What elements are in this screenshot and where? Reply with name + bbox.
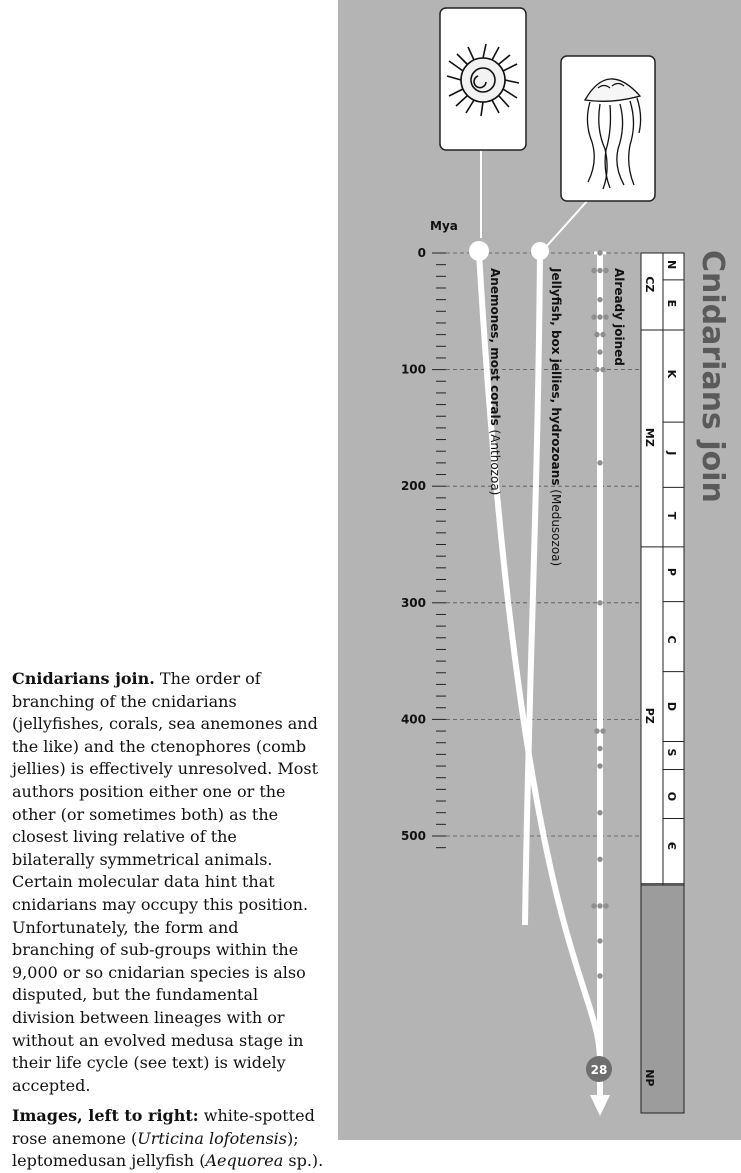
- divergence-dot: [594, 728, 599, 733]
- divergence-dot: [597, 349, 602, 354]
- divergence-dot: [597, 938, 602, 943]
- divergence-dot: [597, 314, 602, 319]
- jellyfish-species: Aequorea: [205, 1151, 284, 1171]
- page-title: Cnidarians join: [695, 250, 730, 503]
- axis-tick-label: 300: [400, 595, 426, 610]
- medusozoa-node: [531, 242, 549, 260]
- period-label: E: [665, 299, 678, 308]
- sea-anemone-icon: [440, 8, 526, 150]
- anthozoa-label: Anemones, most corals (Anthozoa): [488, 268, 502, 496]
- divergence-dot: [591, 314, 596, 319]
- divergence-dot: [591, 903, 596, 908]
- divergence-dot: [603, 903, 608, 908]
- divergence-dot: [603, 268, 608, 273]
- period-label: N: [665, 259, 678, 270]
- era-label: NP: [643, 1069, 656, 1087]
- divergence-dot: [603, 314, 608, 319]
- period-label: S: [665, 748, 678, 757]
- divergence-dot: [597, 903, 602, 908]
- figure-caption: [12, 668, 324, 1173]
- images-heading: Images, left to right:: [12, 1106, 199, 1126]
- image-credit-text: white-spotted rose anemone (: [12, 1106, 315, 1148]
- divergence-dot: [597, 600, 602, 605]
- axis-tick-label: 400: [400, 712, 426, 727]
- divergence-dot: [597, 763, 602, 768]
- already-joined-label: Already joined: [612, 268, 626, 366]
- divergence-dot: [594, 332, 599, 337]
- period-label: O: [665, 791, 678, 802]
- divergence-dot: [597, 268, 602, 273]
- era-label: CZ: [643, 276, 656, 293]
- divergence-dot: [597, 297, 602, 302]
- divergence-dot: [591, 268, 596, 273]
- divergence-dot: [594, 367, 599, 372]
- divergence-dot: [597, 250, 602, 255]
- divergence-dot: [600, 728, 605, 733]
- caption-body: The order of branching of the cnidarians (jellyfishes, corals, sea anemones and the like) and the ctenophores (comb jellies) is effectively unresolved. Most authors position either one or the other (or sometimes both) as the closest living relative of the bilaterally symmetrical animals. Certain molecular data hint that cnidarians may occupy this position. Unfortunately, the form and branching of sub-groups within the 9,000 or so cnidarian species is also disputed, but the fundamental division between lineages with or without an evolved medusa stage in their life cycle (see text) is widely accepted.: [12, 669, 319, 1095]
- period-label: J: [665, 451, 678, 456]
- image-credit-text: ); leptomedusan jellyfish (: [12, 1128, 299, 1171]
- period-label: K: [665, 369, 678, 379]
- node-number: 28: [590, 1063, 608, 1077]
- period-label: T: [665, 511, 678, 520]
- period-label: D: [665, 701, 678, 712]
- down-arrow-icon: [590, 1095, 610, 1116]
- jellyfish-connector: [545, 200, 588, 248]
- divergence-dot: [600, 367, 605, 372]
- divergence-dot: [600, 332, 605, 337]
- jellyfish-icon: [561, 56, 655, 201]
- period-label: P: [665, 567, 678, 576]
- divergence-dot: [597, 973, 602, 978]
- caption-heading: Cnidarians join.: [12, 669, 155, 688]
- anemone-species: Urticina lofotensis: [137, 1128, 287, 1148]
- divergence-dot: [597, 460, 602, 465]
- period-label: C: [665, 635, 678, 644]
- medusozoa-lineage: [525, 253, 540, 925]
- divergence-dot: [597, 810, 602, 815]
- axis-tick-label: 500: [400, 829, 426, 843]
- period-label: Є: [665, 841, 678, 850]
- axis-tick-label: 100: [400, 362, 426, 377]
- divergence-dot: [597, 857, 602, 862]
- image-credit-text: sp.).: [283, 1151, 324, 1171]
- time-axis: [401, 246, 446, 848]
- axis-tick-label: 0: [417, 246, 426, 260]
- medusozoa-label: Jellyfish, box jellies, hydrozoans (Medusozoa): [549, 268, 563, 567]
- axis-tick-label: 200: [400, 479, 426, 494]
- era-label: MZ: [643, 427, 656, 447]
- divergence-dot: [597, 746, 602, 751]
- geologic-timescale: [641, 253, 684, 1113]
- anthozoa-node: [469, 241, 489, 261]
- era-label: PZ: [643, 707, 656, 724]
- axis-unit-label: Mya: [430, 219, 458, 233]
